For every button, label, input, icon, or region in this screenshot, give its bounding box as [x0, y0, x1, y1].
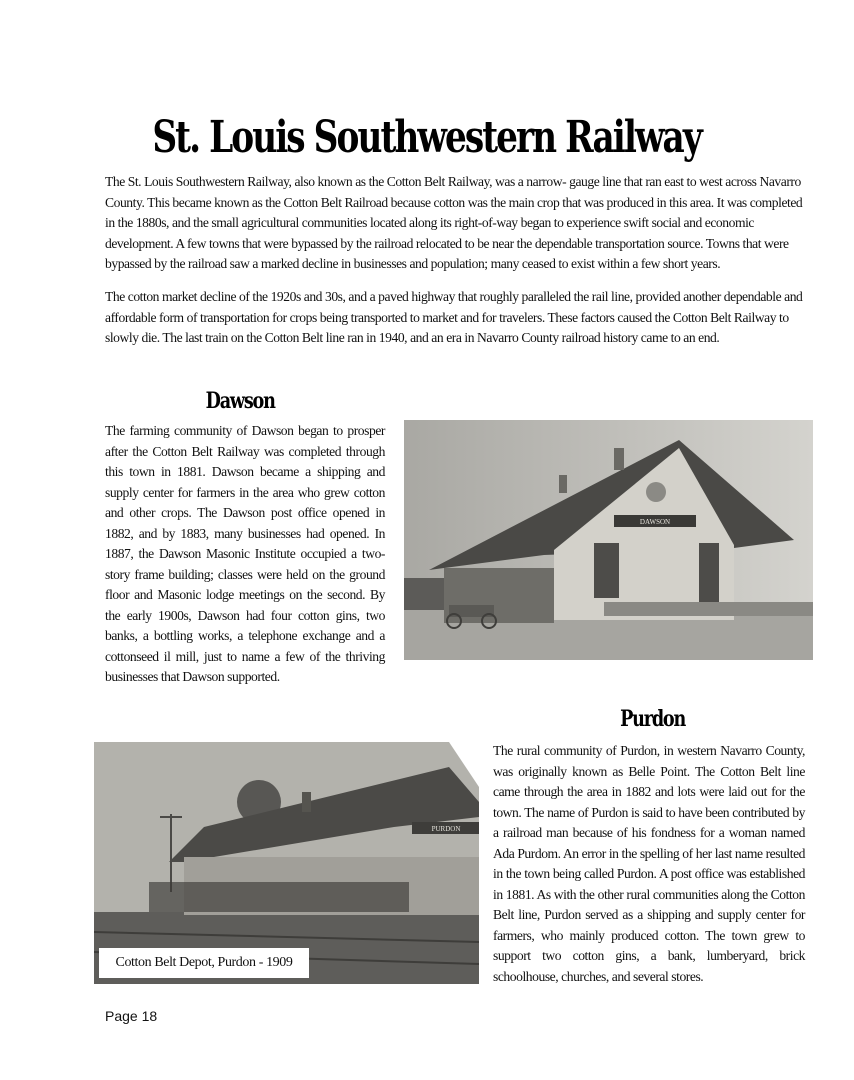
purdon-paragraph: The rural community of Purdon, in western Navarro County, was originally known as Belle Point. The Cotton Belt line came through the area in 1882 and lots were laid out for the town. The name of Purdon is said to have been contributed by a railroad man because of his fondness for a woman named Ada Purdom. An error in the spelling of her last name resulted in the town being called Purdon. A post office was established in 1881. As with the other rural communities along the Cotton Belt line, Purdon served as a shipping and supply center for farmers, who mainly produced cotton. The town grew to support two cotton gins, a bank, lumberyard, brick schoolhouse, churches, and several stores.	[493, 743, 805, 984]
dawson-paragraph: The farming community of Dawson began to prosper after the Cotton Belt Railway was completed through this town in 1881. Dawson became a shipping and supply center for farmers in the area who grew cotton and other crops. The Dawson post office opened in 1882, and by 1883, many businesses had opened. In 1887, the Dawson Masonic Institute occupied a two-story frame building; classes were held on the ground floor and Masonic lodge meetings on the second. By the early 1900s, Dawson had four cotton gins, two banks, a bottling works, a telephone exchange and a cottonseed il mill, just to name a few of the thriving businesses that Dawson supported.	[105, 423, 385, 684]
page-title	[0, 108, 854, 168]
page-title-text: St. Louis Southwestern Railway	[152, 112, 702, 163]
dawson-heading	[105, 387, 375, 415]
purdon-heading-text: Purdon	[620, 706, 686, 732]
intro-paragraph-1: The St. Louis Southwestern Railway, also known as the Cotton Belt Railway, was a narrow- gauge line that ran east to west across Navarro County. This became known as the Cotton Belt Railroad because cotton was the main crop that was produced in this area. It was completed in the 1880s, and the small agricultural communities located along its right-of-way began to experience swift social and economic development. A few towns that were bypassed by the railroad relocated to be near the dependable transportation source. Towns that were bypassed by the railroad saw a marked decline in businesses and population; many ceased to exist within a few short years.	[105, 174, 803, 271]
dawson-depot-illustration	[404, 420, 813, 660]
page-number: Page 18	[105, 1008, 158, 1024]
depot-window	[594, 543, 619, 598]
chimney	[302, 792, 311, 812]
depot-door	[699, 543, 719, 608]
station-sign-text: PURDON	[431, 825, 461, 833]
station-sign-text: DAWSON	[639, 518, 671, 526]
intro-paragraph-2: The cotton market decline of the 1920s and 30s, and a paved highway that roughly paralleled the rail line, provided another dependable and affordable form of transportation for crops being transported to market and for travelers. These factors caused the Cotton Belt Railway to slowly die. The last train on the Cotton Belt line ran in 1940, and an era in Navarro County railroad history came to an end.	[105, 289, 803, 345]
chimney	[614, 448, 624, 470]
crowd-of-people	[149, 882, 409, 912]
purdon-heading	[493, 705, 813, 733]
platform-rail	[604, 602, 813, 616]
dawson-depot-photo	[404, 420, 813, 660]
dawson-heading-text: Dawson	[205, 388, 275, 414]
photo-caption	[99, 948, 309, 978]
chimney	[559, 475, 567, 493]
round-vent	[646, 482, 666, 502]
photo-caption-text: Cotton Belt Depot, Purdon - 1909	[115, 955, 293, 970]
